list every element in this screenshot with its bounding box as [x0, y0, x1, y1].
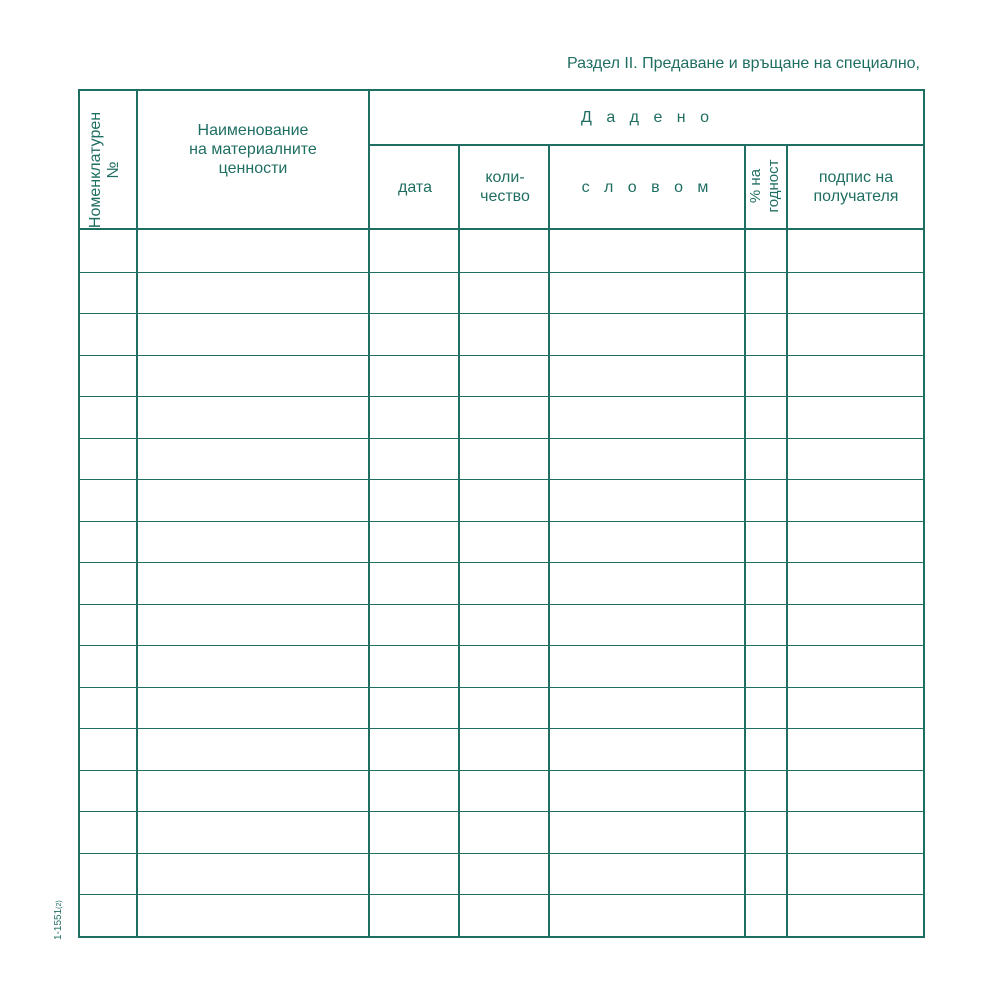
register-table: [78, 89, 925, 938]
header-item-name-line3: ценности: [218, 160, 288, 177]
header-given: Д а д е н о: [581, 109, 714, 126]
table-row[interactable]: [80, 728, 923, 770]
header-percent-usability: [747, 146, 785, 226]
table-row[interactable]: [80, 853, 923, 895]
table-row[interactable]: [80, 521, 923, 563]
header-in-words: с л о в о м: [581, 178, 714, 196]
table-row[interactable]: [80, 562, 923, 604]
header-item-name-line1: Наименование: [197, 122, 309, 139]
table-row[interactable]: [80, 230, 923, 272]
header-item-name: [138, 121, 368, 191]
header-nomenclature-line2: №: [105, 161, 122, 179]
header-date: дата: [398, 178, 432, 196]
header-quantity-line1: коли-: [485, 169, 525, 186]
header-signature-line1: подпис на: [818, 169, 894, 186]
header-signature-line2: получателя: [813, 188, 899, 205]
table-row[interactable]: [80, 770, 923, 812]
table-row[interactable]: [80, 313, 923, 355]
header-nomenclature: [87, 105, 127, 235]
header-percent-line2: годност: [765, 159, 782, 213]
table-row[interactable]: [80, 438, 923, 480]
form-code-sub: (2): [56, 900, 63, 909]
header-nomenclature-line1: Номенклатурен: [87, 111, 104, 229]
form-code: [53, 900, 64, 940]
form-code-main: 1-1551: [53, 908, 64, 940]
table-row[interactable]: [80, 604, 923, 646]
given-subheader-divider: [369, 144, 923, 146]
table-row[interactable]: [80, 645, 923, 687]
table-row[interactable]: [80, 479, 923, 521]
table-row[interactable]: [80, 396, 923, 438]
table-row[interactable]: [80, 687, 923, 729]
table-row[interactable]: [80, 355, 923, 397]
header-quantity-line2: чество: [480, 188, 530, 205]
header-percent-line1: % на: [747, 168, 764, 204]
table-row[interactable]: [80, 894, 923, 936]
header-item-name-line2: на материалните: [189, 141, 317, 158]
section-title: Раздел II. Предаване и връщане на специално,: [567, 55, 920, 72]
table-row[interactable]: [80, 272, 923, 314]
table-row[interactable]: [80, 811, 923, 853]
header-quantity: [460, 146, 550, 228]
header-recipient-signature: [787, 146, 925, 228]
